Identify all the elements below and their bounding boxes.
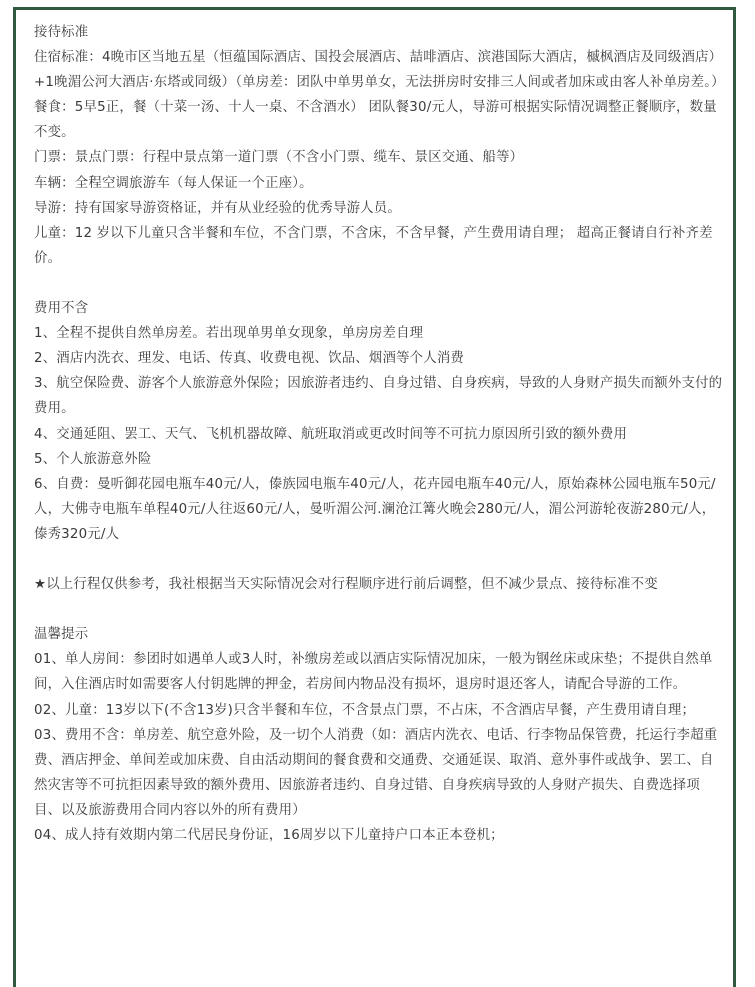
reception-meals: 餐食：5早5正，餐（十菜一汤、十人一桌、不含酒水） 团队餐30/元人，导游可根据实际情况调整正餐顺序，数量不变。	[34, 100, 717, 141]
tip-item: 03、费用不含：单房差、航空意外险，及一切个人消费（如：酒店内洗衣、电话、行李物品保管费，托运行李超重费、酒店押金、单间差或加床费、自由活动期间的餐食费和交通费、交通延误、取消、意外事件或战争、罢工、自然灾害等不可抗拒因素导致的额外费用、因旅游者违约、自身过错、自身疾病导致的人身财产损失、自费选择项目、以及旅游费用合同内容以外的所有费用）	[34, 727, 718, 818]
exclusion-item: 6、自费：曼听御花园电瓶车40元/人，傣族园电瓶车40元/人，花卉园电瓶车40元/人，原始森林公园电瓶车50元/人，大佛寺电瓶车单程40元/人往返60元/人，曼听湄公河.澜沧江篝火晚会280元/人，湄公河游轮夜游280元/人，傣秀320元/人	[34, 476, 716, 542]
exclusion-item: 2、酒店内洗衣、理发、电话、传真、收费电视、饮品、烟酒等个人消费	[34, 351, 465, 367]
exclusion-item: 1、全程不提供自然单房差。若出现单男单女现象，单房房差自理	[34, 326, 424, 342]
exclusion-item: 4、交通延阻、罢工、天气、飞机机器故障、航班取消或更改时间等不可抗力原因所引致的额外费用	[34, 426, 628, 442]
tip-item: 04、成人持有效期内第二代居民身份证，16周岁以下儿童持户口本正本登机；	[34, 828, 504, 843]
spacer	[34, 597, 724, 622]
reception-children: 儿童：12 岁以下儿童只含半餐和车位，不含门票，不含床，不含早餐，产生费用请自理； 超高正餐请自行补齐差价。	[34, 225, 713, 266]
itinerary-note: ★以上行程仅供参考，我社根据当天实际情况会对行程顺序进行前后调整，但不减少景点、接待标准不变	[34, 577, 658, 593]
reception-guide: 导游：持有国家导游资格证，并有从业经验的优秀导游人员。	[34, 200, 401, 216]
exclusion-item: 3、航空保险费、游客个人旅游意外保险；因旅游者违约、自身过错、自身疾病，导致的人身财产损失而额外支付的费用。	[34, 376, 723, 417]
tip-item: 01、单人房间：参团时如遇单人或3人时，补缴房差或以酒店实际情况加床，一般为钢丝床或床垫；不提供自然单间，入住酒店时如需要客人付钥匙牌的押金，若房间内物品没有损坏，退房时退还客人，请配合导游的工作。	[34, 652, 713, 693]
reception-vehicle: 车辆：全程空调旅游车（每人保证一个正座）。	[34, 175, 313, 191]
tip-item: 02、儿童：13岁以下(不含13岁)只含半餐和车位，不含景点门票，不占床，不含酒店早餐，产生费用请自理；	[34, 702, 696, 718]
exclusions-title: 费用不含	[34, 301, 89, 317]
reception-title: 接待标准	[34, 25, 89, 40]
document-content	[34, 20, 724, 848]
exclusion-item: 5、个人旅游意外险	[34, 451, 152, 467]
tips-title: 温馨提示	[34, 627, 89, 643]
reception-tickets: 门票：景点门票：行程中景点第一道门票（不含小门票、缆车、景区交通、船等）	[34, 150, 524, 166]
spacer	[34, 271, 724, 296]
reception-lodging: 住宿标准：4晚市区当地五星（恒蕴国际酒店、国投会展酒店、喆啡酒店、滨港国际大酒店，槭枫酒店及同级酒店）+1晚湄公河大酒店·东塔或同级）（单房差：团队中单男单女，无法拼房时安排三人间或者加床或由客人补单房差。）	[34, 50, 725, 91]
spacer	[34, 547, 724, 572]
